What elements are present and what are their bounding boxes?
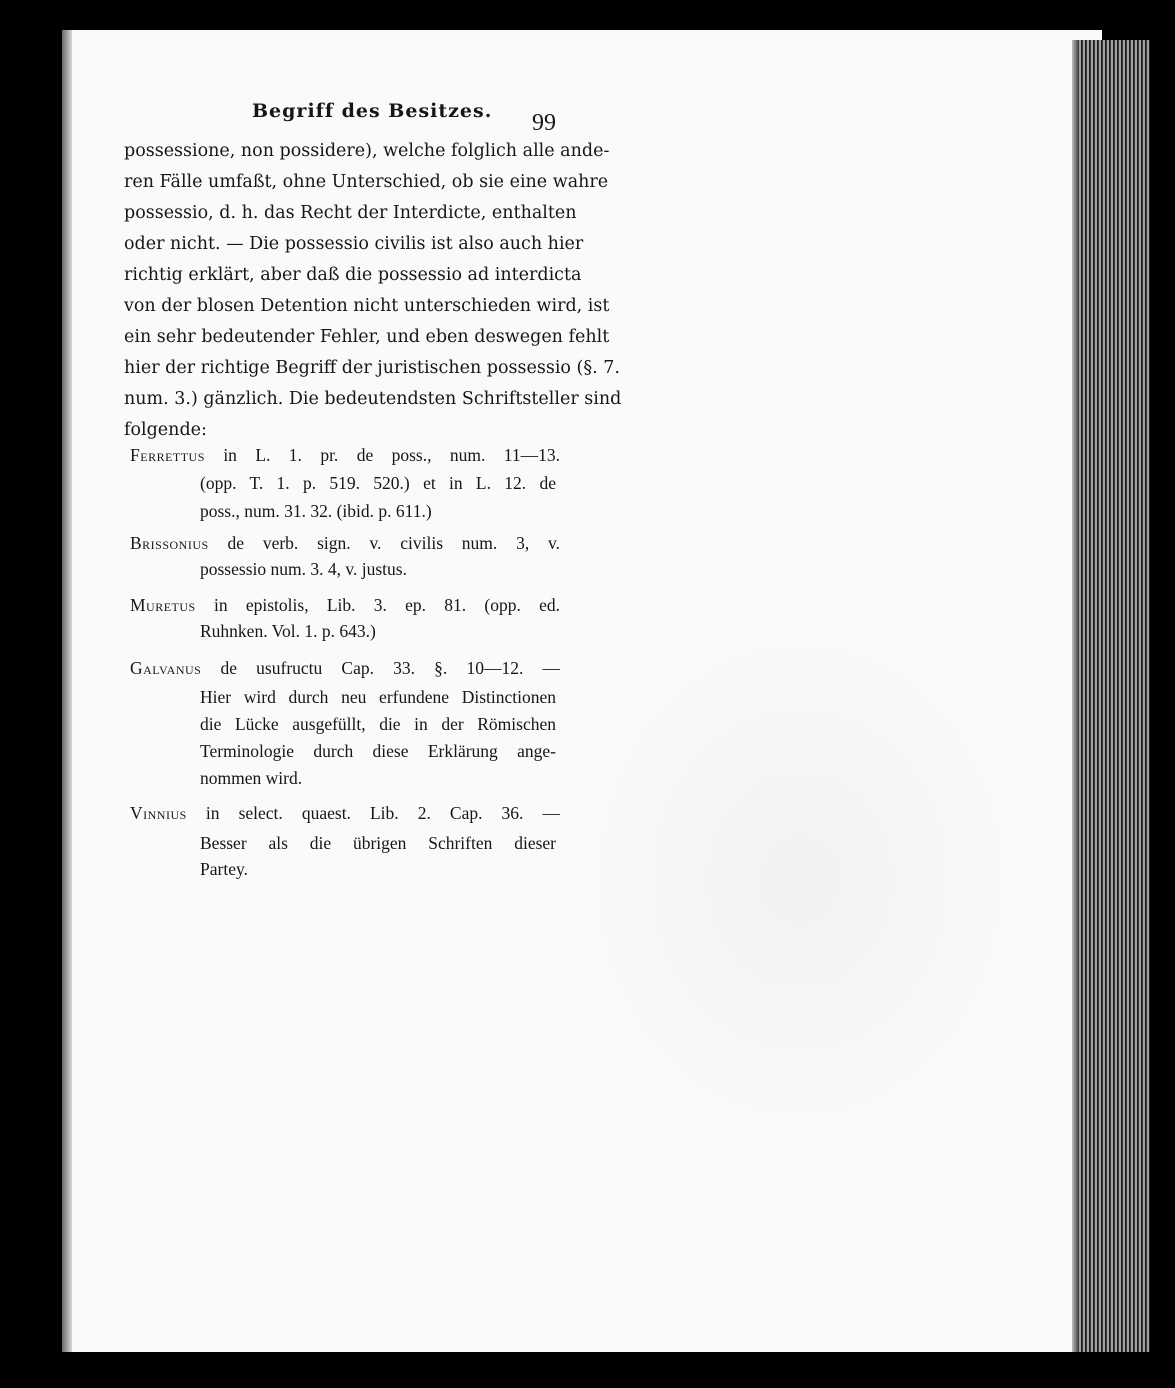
body-line: possessio, d. h. das Recht der Interdicte, enthalten xyxy=(124,203,577,223)
reference-author: Galvanus xyxy=(130,658,202,678)
reference-line: possessio num. 3. 4, v. justus. xyxy=(200,559,407,579)
book-page-edges xyxy=(1078,40,1150,1352)
reference-line: nommen wird. xyxy=(200,768,303,788)
body-line: folgende: xyxy=(124,420,207,440)
reference-text: in L. 1. pr. de poss., num. 11—13. xyxy=(223,445,561,465)
reference-text: de verb. sign. v. civilis num. 3, v. xyxy=(227,533,561,553)
reference-entry xyxy=(130,442,560,468)
running-head: Begriff des Besitzes. xyxy=(252,100,493,122)
body-line: ein sehr bedeutender Fehler, und eben deswegen fehlt xyxy=(124,327,610,347)
reference-line: Partey. xyxy=(200,859,248,879)
reference-entry xyxy=(130,800,560,826)
reference-line: Besser als die übrigen Schriften dieser xyxy=(200,833,556,853)
reference-entry xyxy=(130,592,560,618)
body-line: von der blosen Detention nicht unterschieden wird, ist xyxy=(124,296,610,316)
reference-text: in select. quaest. Lib. 2. Cap. 36. — xyxy=(205,803,561,823)
body-line: hier der richtige Begriff der juristischen possessio (§. 7. xyxy=(124,358,620,378)
reference-entry xyxy=(130,530,560,556)
reference-text: de usufructu Cap. 33. §. 10—12. — xyxy=(220,658,561,678)
body-line: num. 3.) gänzlich. Die bedeutendsten Schriftsteller sind xyxy=(124,389,622,409)
reference-author: Brissonius xyxy=(130,533,209,553)
reference-line: die Lücke ausgefüllt, die in der Römischen xyxy=(200,714,556,734)
reference-line: Ruhnken. Vol. 1. p. 643.) xyxy=(200,621,376,641)
reference-line: (opp. T. 1. p. 519. 520.) et in L. 12. de xyxy=(200,473,556,493)
reference-author: Muretus xyxy=(130,595,196,615)
reference-line: poss., num. 31. 32. (ibid. p. 611.) xyxy=(200,501,432,521)
reference-line: Hier wird durch neu erfundene Distinctionen xyxy=(200,687,556,707)
page-number: 99 xyxy=(532,110,556,136)
show-through-area xyxy=(560,600,1040,1160)
reference-entry xyxy=(130,655,560,681)
binding-shadow xyxy=(62,30,72,1352)
reference-text: in epistolis, Lib. 3. ep. 81. (opp. ed. xyxy=(214,595,561,615)
reference-author: Vinnius xyxy=(130,803,187,823)
body-line: possessione, non possidere), welche folglich alle ande- xyxy=(124,141,610,161)
reference-line: Terminologie durch diese Erklärung ange- xyxy=(200,741,556,761)
reference-author: Ferrettus xyxy=(130,445,205,465)
body-line: oder nicht. — Die possessio civilis ist also auch hier xyxy=(124,234,584,254)
body-line: ren Fälle umfaßt, ohne Unterschied, ob sie eine wahre xyxy=(124,172,609,192)
body-line: richtig erklärt, aber daß die possessio ad interdicta xyxy=(124,265,582,285)
